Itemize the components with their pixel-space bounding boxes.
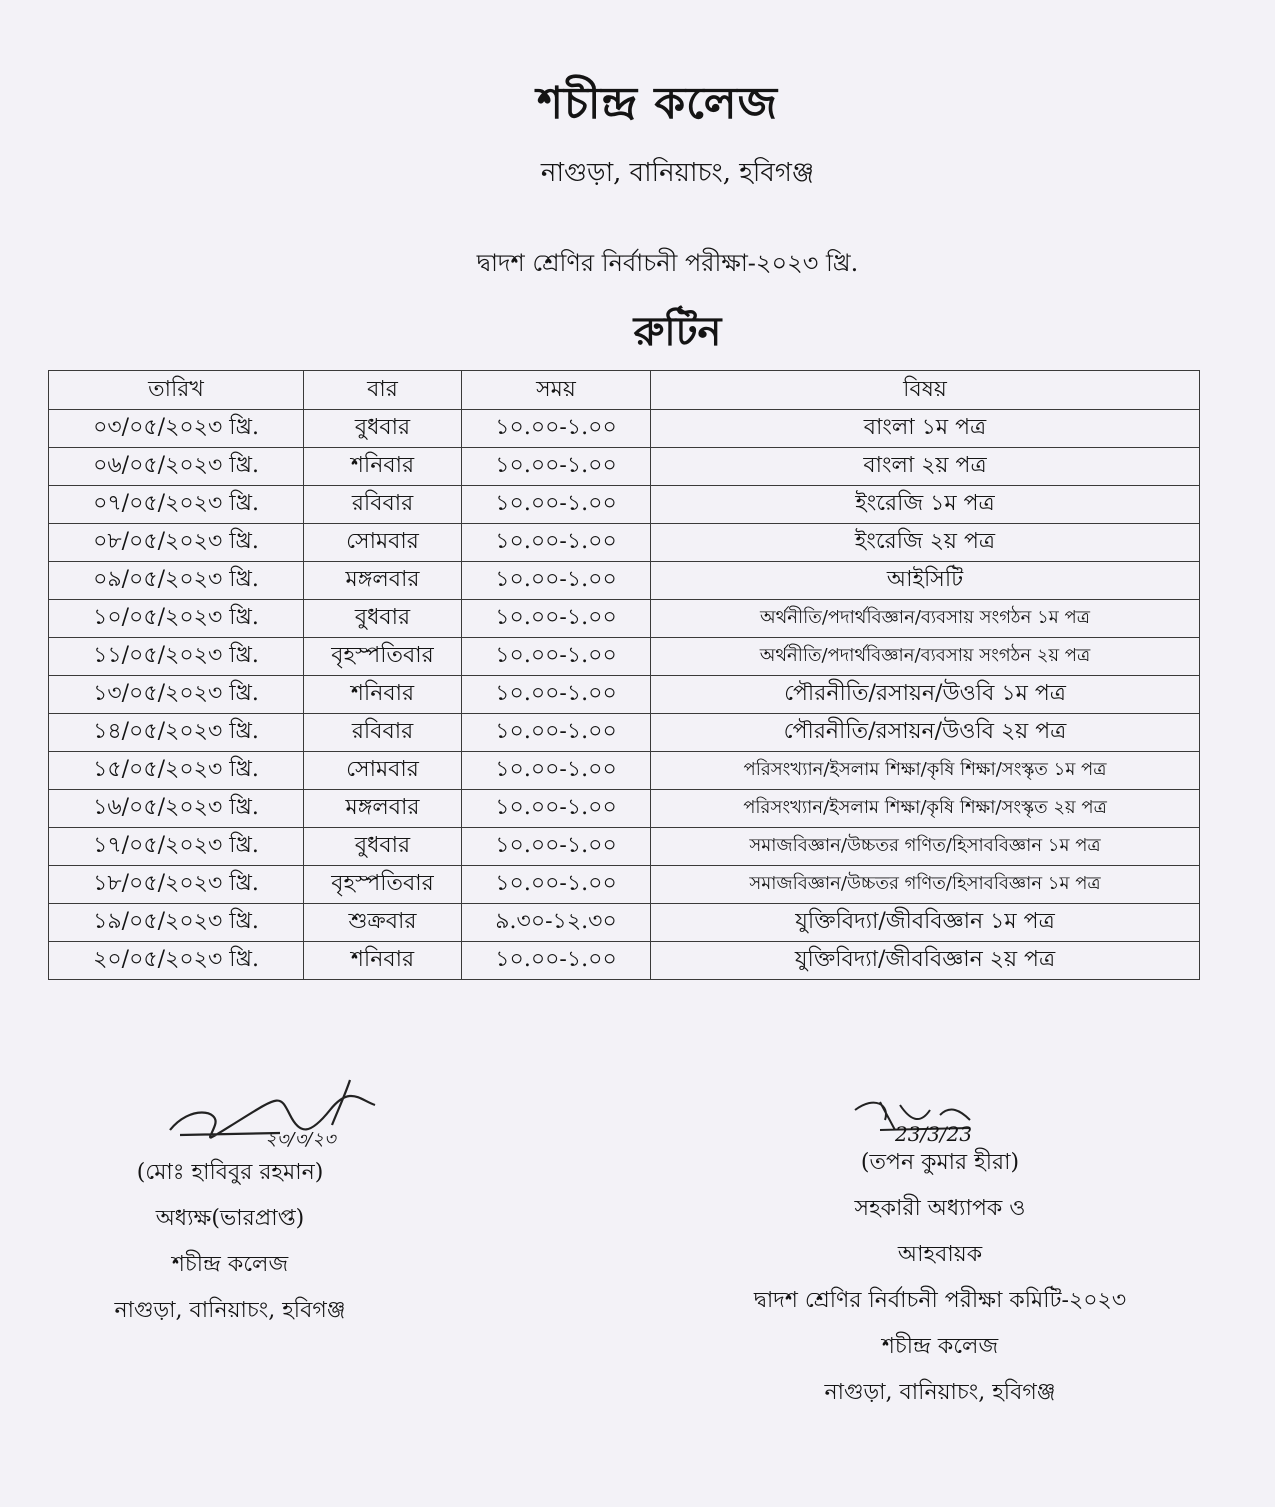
convener-role: আহবায়ক [897,1242,983,1267]
cell-subject: সমাজবিজ্ঞান/উচ্চতর গণিত/হিসাববিজ্ঞান ১ম পত্র [651,828,1200,866]
cell-day: বুধবার [304,828,462,866]
cell-date: ০৬/০৫/২০২৩ খ্রি. [49,448,304,486]
cell-time: ১০.০০-১.০০ [462,562,651,600]
convener-signature-date: 23/3/23 [895,1122,973,1146]
cell-subject: ইংরেজি ১ম পত্র [651,486,1200,524]
cell-subject: বাংলা ১ম পত্র [651,410,1200,448]
convener-committee: দ্বাদশ শ্রেণির নির্বাচনী পরীক্ষা কমিটি-২০২৩ [753,1288,1127,1313]
cell-date: ১৭/০৫/২০২৩ খ্রি. [49,828,304,866]
cell-date: ১৯/০৫/২০২৩ খ্রি. [49,904,304,942]
convener-signature-block [700,1140,1180,1416]
cell-subject: ইংরেজি ২য় পত্র [651,524,1200,562]
cell-day: রবিবার [304,486,462,524]
table-row [49,866,1200,904]
cell-time: ১০.০০-১.০০ [462,752,651,790]
cell-time: ৯.৩০-১২.৩০ [462,904,651,942]
convener-college: শচীন্দ্র কলেজ [881,1334,999,1359]
cell-date: ১১/০৫/২০২৩ খ্রি. [49,638,304,676]
principal-designation: অধ্যক্ষ(ভারপ্রাপ্ত) [155,1206,305,1231]
header-date: তারিখ [49,371,304,410]
cell-time: ১০.০০-১.০০ [462,600,651,638]
convener-address: নাগুড়া, বানিয়াচং, হবিগঞ্জ [824,1380,1056,1405]
cell-time: ১০.০০-১.০০ [462,714,651,752]
table-row [49,448,1200,486]
table-row [49,904,1200,942]
cell-date: ২০/০৫/২০২৩ খ্রি. [49,942,304,980]
cell-day: বুধবার [304,410,462,448]
cell-time: ১০.০০-১.০০ [462,828,651,866]
table-row [49,942,1200,980]
table-row [49,676,1200,714]
table-row [49,524,1200,562]
principal-address: নাগুড়া, বানিয়াচং, হবিগঞ্জ [114,1298,346,1323]
cell-subject: যুক্তিবিদ্যা/জীববিজ্ঞান ২য় পত্র [651,942,1200,980]
table-row [49,638,1200,676]
cell-day: মঙ্গলবার [304,790,462,828]
cell-date: ১৮/০৫/২০২৩ খ্রি. [49,866,304,904]
cell-subject: সমাজবিজ্ঞান/উচ্চতর গণিত/হিসাববিজ্ঞান ১ম পত্র [651,866,1200,904]
cell-date: ১৪/০৫/২০২৩ খ্রি. [49,714,304,752]
cell-time: ১০.০০-১.০০ [462,524,651,562]
table-row [49,790,1200,828]
table-row [49,828,1200,866]
cell-day: বৃহস্পতিবার [304,866,462,904]
cell-subject: অর্থনীতি/পদার্থবিজ্ঞান/ব্যবসায় সংগঠন ১ম পত্র [651,600,1200,638]
cell-date: ১৩/০৫/২০২৩ খ্রি. [49,676,304,714]
cell-date: ১৬/০৫/২০২৩ খ্রি. [49,790,304,828]
cell-day: বুধবার [304,600,462,638]
cell-date: ০৭/০৫/২০২৩ খ্রি. [49,486,304,524]
cell-day: শনিবার [304,448,462,486]
cell-time: ১০.০০-১.০০ [462,676,651,714]
exam-title: দ্বাদশ শ্রেণির নির্বাচনী পরীক্ষা-২০২৩ খ্রি. [476,249,859,277]
cell-time: ১০.০০-১.০০ [462,942,651,980]
cell-subject: পরিসংখ্যান/ইসলাম শিক্ষা/কৃষি শিক্ষা/সংস্কৃত ১ম পত্র [651,752,1200,790]
convener-name: (তপন কুমার হীরা) [860,1150,1020,1175]
cell-date: ১০/০৫/২০২৩ খ্রি. [49,600,304,638]
cell-subject: অর্থনীতি/পদার্থবিজ্ঞান/ব্যবসায় সংগঠন ২য় পত্র [651,638,1200,676]
principal-signature-block [60,1150,400,1334]
table-row [49,486,1200,524]
cell-subject: যুক্তিবিদ্যা/জীববিজ্ঞান ১ম পত্র [651,904,1200,942]
cell-day: রবিবার [304,714,462,752]
cell-time: ১০.০০-১.০০ [462,866,651,904]
cell-day: সোমবার [304,752,462,790]
header-day: বার [304,371,462,410]
table-row [49,600,1200,638]
cell-day: সোমবার [304,524,462,562]
cell-date: ১৫/০৫/২০২৩ খ্রি. [49,752,304,790]
cell-day: শনিবার [304,676,462,714]
table-row [49,410,1200,448]
cell-time: ১০.০০-১.০০ [462,448,651,486]
cell-date: ০৮/০৫/২০২৩ খ্রি. [49,524,304,562]
cell-day: শুক্রবার [304,904,462,942]
college-address: নাগুড়া, বানিয়াচং, হবিগঞ্জ [540,158,815,188]
cell-date: ০৩/০৫/২০২৩ খ্রি. [49,410,304,448]
letterhead [0,70,1275,143]
table-row [49,714,1200,752]
table-header-row [49,371,1200,410]
routine-title: রুটিন [633,308,722,355]
cell-time: ১০.০০-১.০০ [462,486,651,524]
principal-college: শচীন্দ্র কলেজ [171,1252,289,1277]
cell-subject: পৌরনীতি/রসায়ন/উওবি ১ম পত্র [651,676,1200,714]
table-body [49,410,1200,980]
cell-time: ১০.০০-১.০০ [462,638,651,676]
principal-name: (মোঃ হাবিবুর রহমান) [136,1160,324,1185]
cell-day: বৃহস্পতিবার [304,638,462,676]
cell-date: ০৯/০৫/২০২৩ খ্রি. [49,562,304,600]
cell-subject: আইসিটি [651,562,1200,600]
cell-time: ১০.০০-১.০০ [462,410,651,448]
principal-signature-date: ২৩/৩/২৩ [265,1129,336,1150]
table-row [49,562,1200,600]
table-row [49,752,1200,790]
cell-subject: পৌরনীতি/রসায়ন/উওবি ২য় পত্র [651,714,1200,752]
cell-day: মঙ্গলবার [304,562,462,600]
exam-routine-table [48,370,1200,980]
header-time: সময় [462,371,651,410]
cell-subject: পরিসংখ্যান/ইসলাম শিক্ষা/কৃষি শিক্ষা/সংস্কৃত ২য় পত্র [651,790,1200,828]
cell-time: ১০.০০-১.০০ [462,790,651,828]
college-name: শচীন্দ্র কলেজ [537,78,778,129]
header-subject: বিষয় [651,371,1200,410]
convener-designation: সহকারী অধ্যাপক ও [854,1196,1026,1221]
cell-day: শনিবার [304,942,462,980]
cell-subject: বাংলা ২য় পত্র [651,448,1200,486]
